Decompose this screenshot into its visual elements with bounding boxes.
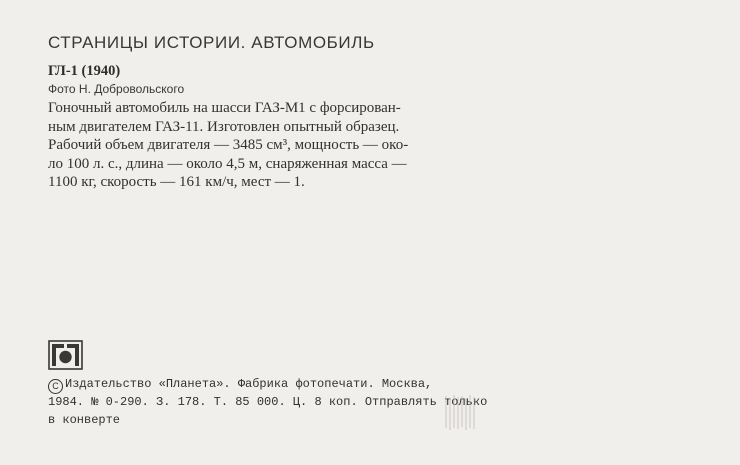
description-text	[48, 99, 498, 192]
description-line: 1100 кг, скорость — 161 км/ч, мест — 1.	[48, 174, 305, 190]
model-title: ГЛ-1 (1940)	[48, 63, 121, 79]
description-line: ным двигателем ГАЗ-11. Изготовлен опытный образец.	[48, 118, 400, 135]
planeta-logo-icon	[48, 340, 83, 370]
photo-credit: Фото Н. Добровольского	[48, 82, 185, 96]
publisher-imprint	[48, 376, 498, 429]
imprint-line: 1984. № 0-290. З. 178. Т. 85 000. Ц. 8 коп. Отправлять только	[48, 395, 488, 409]
imprint-line: в конверте	[48, 412, 121, 427]
copyright-icon: C	[48, 379, 63, 394]
stamp-mark-icon	[440, 392, 480, 432]
description-line: Гоночный автомобиль на шасси ГАЗ-М1 с форсирован-	[48, 100, 401, 116]
description-line: ло 100 л. с., длина — около 4,5 м, снаряженная масса —	[48, 155, 407, 172]
imprint-line	[48, 376, 498, 394]
series-title: СТРАНИЦЫ ИСТОРИИ. АВТОМОБИЛЬ	[48, 33, 375, 52]
imprint-line-text: Издательство «Планета». Фабрика фотопечати. Москва,	[65, 377, 433, 391]
description-line: Рабочий объем двигателя — 3485 см³, мощность — око-	[48, 137, 409, 153]
